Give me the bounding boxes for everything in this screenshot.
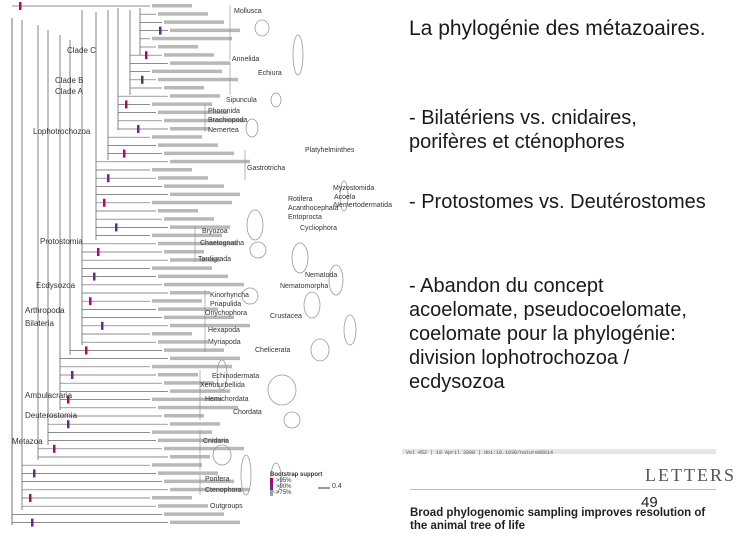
group-label: Bryozoa — [202, 228, 228, 235]
bootstrap-legend-item — [270, 490, 360, 496]
taxon-label-placeholder — [152, 70, 222, 74]
journal-header-strip — [402, 449, 716, 454]
group-label: Rotifera — [288, 196, 313, 203]
taxon-label-placeholder — [170, 291, 210, 295]
group-label: Mollusca — [234, 8, 262, 15]
group-label: Annelida — [232, 56, 260, 63]
group-label: Nematomorpha — [280, 283, 329, 290]
taxon-label-placeholder — [152, 201, 232, 205]
group-label: Crustacea — [270, 313, 302, 320]
bootstrap-marker — [107, 174, 110, 182]
organism-illustration — [292, 243, 308, 273]
journal-reference: Vol 452 | 10 April 2008 | doi:10.1038/nature06614 — [406, 450, 554, 456]
taxon-label-placeholder — [170, 29, 240, 32]
taxon-label-placeholder — [170, 521, 240, 525]
taxon-label-placeholder — [152, 266, 212, 270]
clade-label: Deuterostomia — [25, 411, 78, 420]
organism-illustration — [246, 119, 258, 137]
bootstrap-marker — [93, 273, 96, 281]
group-label: Nematoda — [305, 272, 338, 279]
bullet-point: - Protostomes vs. Deutérostomes — [409, 191, 706, 213]
bootstrap-marker — [97, 248, 100, 256]
bootstrap-marker — [33, 469, 36, 477]
bootstrap-marker — [137, 125, 140, 133]
organism-illustration — [268, 375, 296, 405]
bootstrap-legend-label: >95% — [276, 478, 292, 484]
bootstrap-legend-label: >75% — [276, 490, 292, 496]
group-label: Myzostomida — [333, 185, 375, 192]
group-label: Onychophora — [205, 310, 248, 317]
taxon-label-placeholder — [164, 414, 204, 418]
taxon-label-placeholder — [152, 168, 192, 172]
organism-illustration — [293, 35, 303, 75]
group-label: Outgroups — [210, 503, 243, 510]
group-label: Nemertea — [208, 127, 239, 134]
bootstrap-legend-label: >90% — [276, 484, 292, 490]
group-label: Entoprocta — [288, 214, 322, 221]
taxon-label-placeholder — [170, 193, 240, 197]
bullet-point: - Bilatériens vs. cnidaires, porifères et cténophores — [409, 107, 637, 153]
bootstrap-marker — [19, 2, 22, 10]
group-label: Myriapoda — [208, 339, 241, 346]
taxon-label-placeholder — [164, 512, 224, 516]
taxon-label-placeholder — [164, 53, 214, 57]
bootstrap-marker — [53, 445, 56, 453]
clade-label: Ecdysozoa — [36, 281, 76, 290]
bootstrap-marker — [71, 371, 74, 379]
group-label: Sipuncula — [226, 97, 257, 104]
taxon-label-placeholder — [158, 406, 238, 410]
group-label: Nemertodermatida — [334, 202, 392, 209]
group-label: Chaetognatha — [200, 240, 244, 247]
taxon-label-placeholder — [164, 184, 224, 188]
taxon-label-placeholder — [170, 127, 210, 131]
bullet-point: - Abandon du concept acoelomate, pseudocoelomate, coelomate pour la phylogénie: division lophotrochozoa / ecdysozoa — [409, 275, 687, 393]
slide-title: La phylogénie des métazoaires. — [409, 17, 706, 40]
bootstrap-marker — [145, 51, 148, 59]
taxon-label-placeholder — [164, 20, 224, 24]
taxon-label-placeholder — [158, 45, 198, 49]
group-label: Acoela — [334, 194, 356, 201]
bootstrap-marker — [141, 76, 144, 84]
bootstrap-legend-title: Bootstrap support — [270, 472, 323, 478]
taxon-label-placeholder — [170, 455, 210, 459]
organism-illustration — [311, 339, 329, 361]
scale-bar-label: 0.4 — [332, 483, 342, 490]
taxon-label-placeholder — [152, 4, 192, 8]
clade-label: Bilateria — [25, 319, 54, 328]
clade-label: Clade B — [55, 76, 84, 85]
taxon-label-placeholder — [164, 86, 204, 90]
group-label: Acanthocephala — [288, 205, 339, 212]
taxon-label-placeholder — [158, 504, 208, 508]
bootstrap-marker — [31, 519, 34, 527]
bootstrap-marker — [123, 150, 126, 158]
bootstrap-marker — [159, 27, 162, 35]
taxon-label-placeholder — [152, 299, 202, 303]
organism-illustration — [344, 315, 356, 345]
page-number: 49 — [641, 494, 658, 511]
taxon-label-placeholder — [158, 143, 218, 147]
bootstrap-marker — [115, 223, 118, 231]
group-label: Platyhelminthes — [305, 147, 355, 154]
taxon-label-placeholder — [170, 422, 220, 426]
clade-label: Protostomia — [40, 237, 83, 246]
group-label: Tardigrada — [198, 256, 232, 263]
paper-title: Broad phylogenomic sampling improves resolution of the animal tree of life — [410, 507, 706, 532]
taxon-label-placeholder — [164, 217, 214, 221]
taxon-label-placeholder — [170, 61, 230, 65]
taxon-label-placeholder — [158, 471, 218, 475]
organism-illustration — [284, 412, 300, 428]
group-label: Cycliophora — [300, 225, 337, 232]
group-label: Xenoturbellida — [200, 382, 245, 389]
clade-label: Metazoa — [12, 437, 43, 446]
taxon-label-placeholder — [158, 373, 198, 377]
taxon-label-placeholder — [152, 135, 202, 139]
taxon-label-placeholder — [158, 12, 208, 16]
taxon-label-placeholder — [152, 332, 192, 336]
group-label: Gastrotricha — [247, 165, 286, 172]
clade-label: Ambulacraria — [25, 391, 73, 400]
taxon-label-placeholder — [158, 176, 208, 180]
bootstrap-marker — [101, 322, 104, 330]
bootstrap-marker — [103, 199, 106, 207]
group-label: Porifera — [205, 476, 230, 483]
group-label: Kinorhyncha — [210, 292, 249, 299]
taxon-label-placeholder — [164, 348, 224, 352]
group-label: Priapulida — [210, 301, 242, 308]
organism-illustration — [271, 93, 281, 107]
group-label: Ctenophora — [205, 487, 242, 494]
clade-label: Clade C — [67, 46, 96, 55]
taxon-label-placeholder — [158, 340, 208, 344]
group-label: Echiura — [258, 70, 282, 77]
taxon-label-placeholder — [164, 283, 244, 287]
bootstrap-marker — [67, 420, 70, 428]
taxon-label-placeholder — [170, 94, 220, 98]
taxon-label-placeholder — [164, 152, 234, 156]
taxon-label-placeholder — [164, 250, 204, 254]
group-label: Hemichordata — [205, 396, 249, 403]
taxon-label-placeholder — [170, 357, 240, 361]
taxon-label-placeholder — [170, 160, 250, 164]
group-label: Chelicerata — [255, 347, 291, 354]
organism-illustration — [304, 292, 320, 318]
taxon-label-placeholder — [158, 275, 228, 279]
bootstrap-marker — [89, 297, 92, 305]
taxon-label-placeholder — [152, 102, 212, 106]
organism-illustration — [255, 20, 269, 36]
taxon-label-placeholder — [158, 209, 198, 213]
taxon-label-placeholder — [152, 430, 212, 434]
bootstrap-marker — [85, 346, 88, 354]
bootstrap-marker-icon — [270, 490, 273, 496]
taxon-label-placeholder — [152, 37, 232, 41]
group-label: Echinodermata — [212, 373, 260, 380]
divider — [410, 489, 716, 490]
paper-citation — [400, 446, 736, 540]
bootstrap-marker — [29, 494, 32, 502]
group-label: Phoronida — [208, 108, 240, 115]
group-label: Chordata — [233, 409, 262, 416]
group-label: Hexapoda — [208, 327, 240, 334]
clade-label: Arthropoda — [25, 306, 65, 315]
taxon-label-placeholder — [152, 365, 232, 369]
organism-illustration — [250, 242, 266, 258]
group-label: Cnidaria — [203, 438, 230, 445]
taxon-label-placeholder — [152, 463, 202, 467]
bootstrap-marker — [125, 100, 128, 108]
clade-label: Lophotrochozoa — [33, 127, 91, 136]
letters-heading: LETTERS — [645, 465, 736, 485]
taxon-label-placeholder — [158, 78, 238, 82]
taxon-label-placeholder — [164, 447, 244, 451]
group-label: Brachiopoda — [208, 117, 248, 124]
taxon-label-placeholder — [152, 496, 192, 500]
bootstrap-legend — [270, 472, 360, 502]
organism-illustration — [247, 210, 263, 240]
organism-illustration — [329, 265, 343, 295]
clade-label: Clade A — [55, 87, 84, 96]
